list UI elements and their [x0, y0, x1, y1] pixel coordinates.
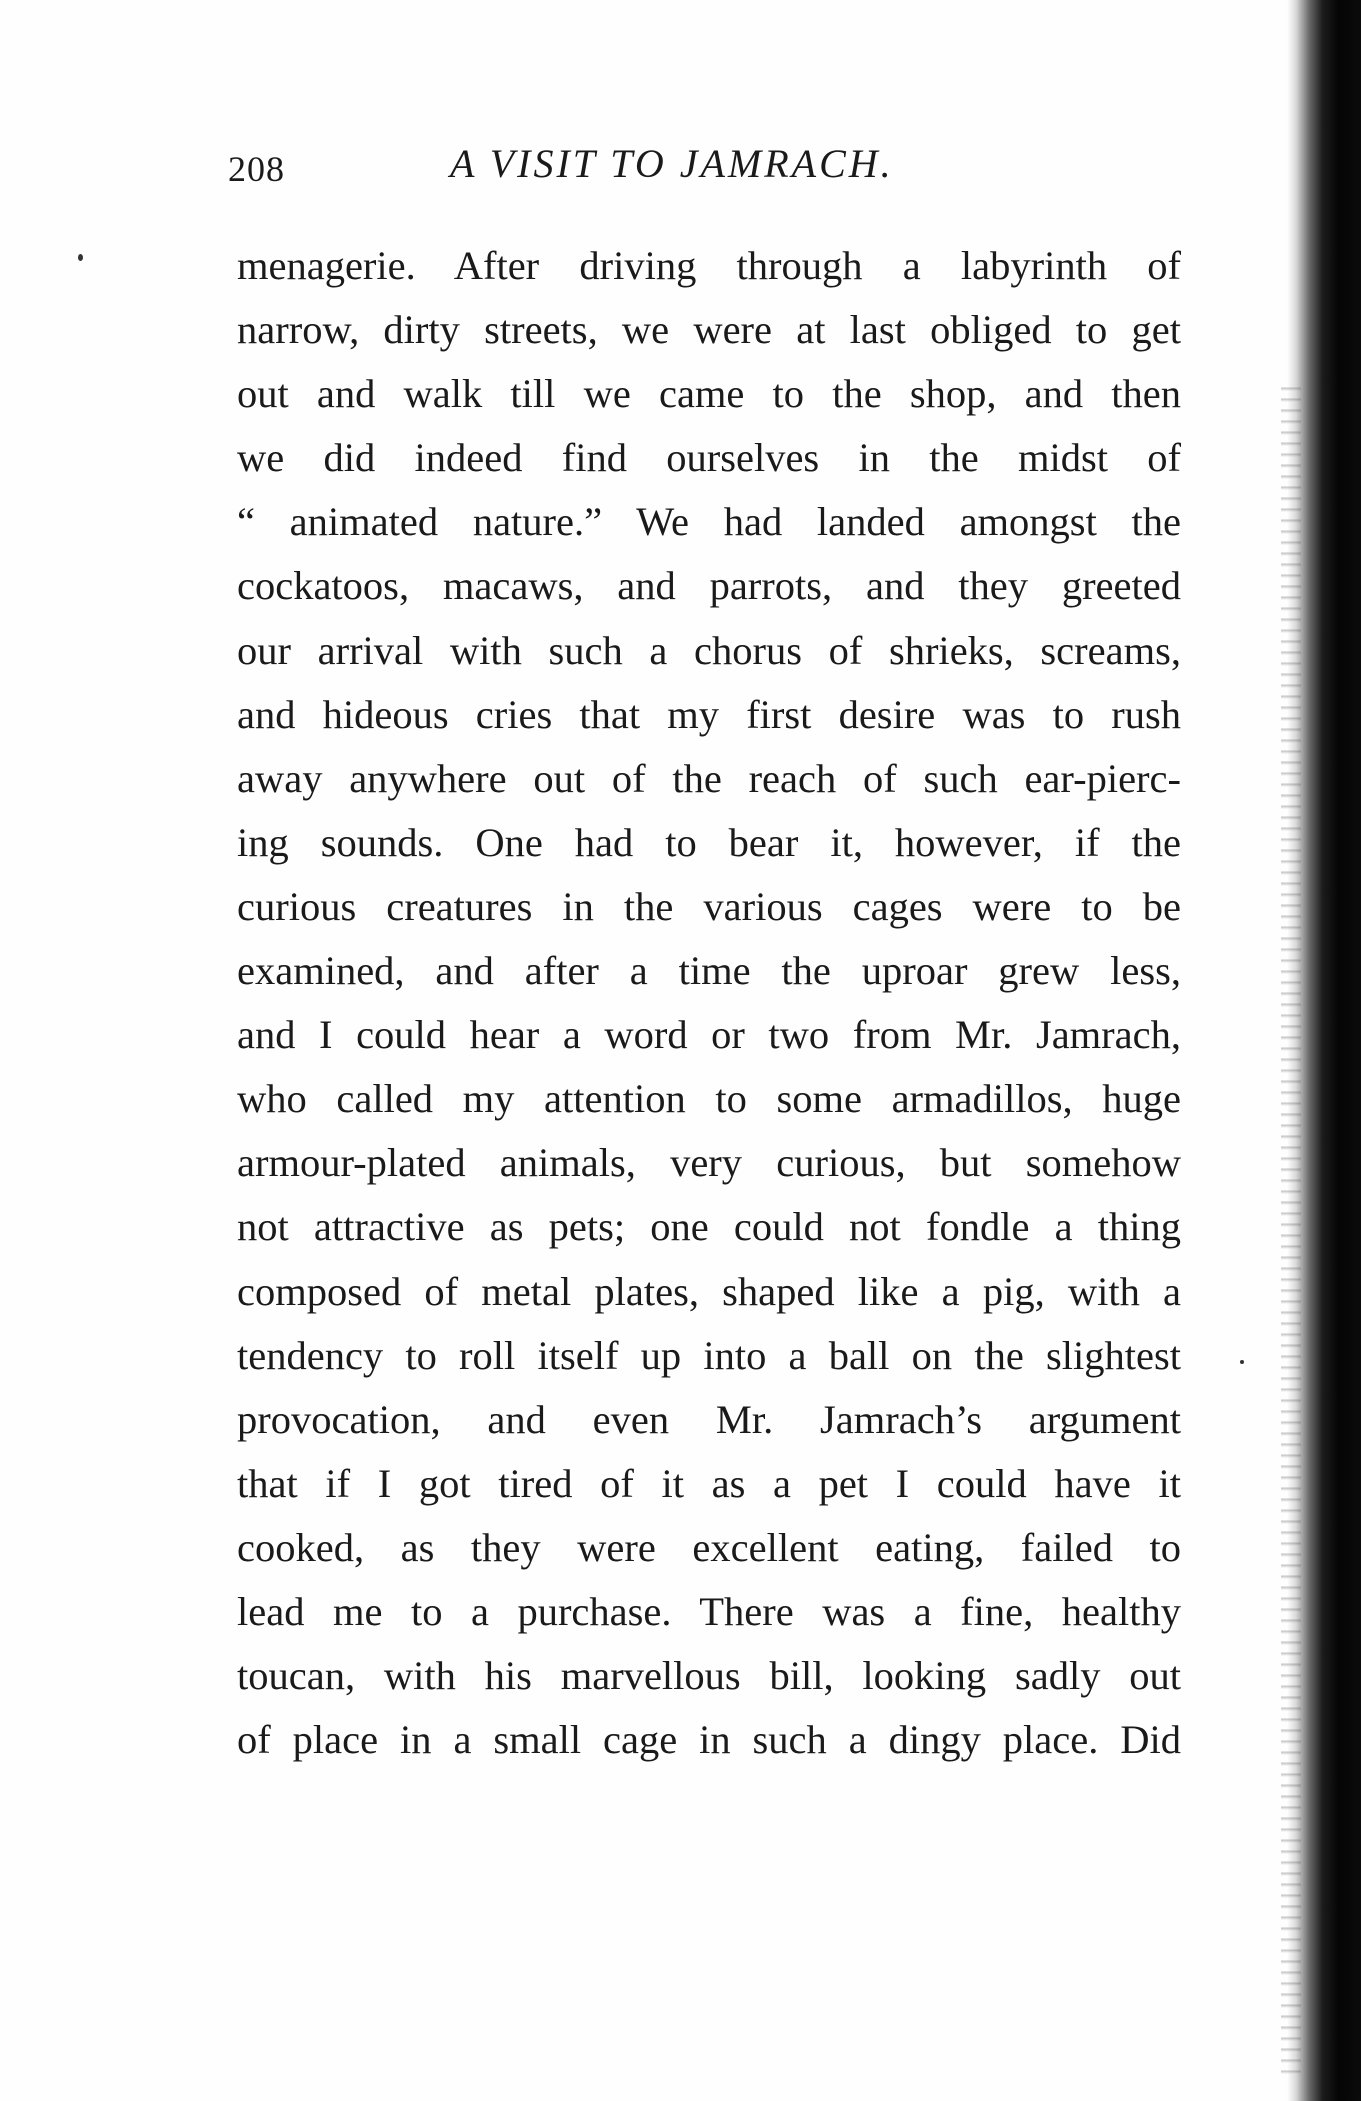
- text-line: narrow, dirty streets, we were at last obliged to get: [237, 307, 1181, 353]
- page-number: 208: [228, 149, 285, 189]
- text-line: of place in a small cage in such a dingy place. Did: [237, 1717, 1181, 1763]
- body-text: [237, 234, 1181, 1772]
- running-head: [228, 140, 1178, 200]
- binding-texture: [1281, 380, 1301, 2080]
- text-line: cockatoos, macaws, and parrots, and they greeted: [237, 563, 1181, 609]
- stray-mark: [1240, 1360, 1244, 1364]
- text-line: “ animated nature.” We had landed amongst the: [237, 499, 1181, 545]
- text-line: that if I got tired of it as a pet I could have it: [237, 1460, 1181, 1506]
- text-line: provocation, and even Mr. Jamrach’s argument: [237, 1396, 1181, 1442]
- stray-mark: [78, 254, 83, 261]
- text-line: curious creatures in the various cages were to be: [237, 883, 1181, 929]
- text-line: out and walk till we came to the shop, and then: [237, 371, 1181, 417]
- text-line: toucan, with his marvellous bill, looking sadly out: [237, 1653, 1181, 1699]
- text-line: and hideous cries that my first desire was to rush: [237, 691, 1181, 737]
- text-line: menagerie. After driving through a labyrinth of: [237, 243, 1181, 288]
- text-line: not attractive as pets; one could not fondle a thing: [237, 1204, 1181, 1250]
- text-line: we did indeed find ourselves in the midst of: [237, 435, 1181, 481]
- text-line: examined, and after a time the uproar grew less,: [237, 948, 1181, 994]
- text-line: tendency to roll itself up into a ball on the slightest: [237, 1332, 1181, 1378]
- text-line: our arrival with such a chorus of shrieks, screams,: [237, 627, 1181, 673]
- text-line: ing sounds. One had to bear it, however, if the: [237, 819, 1181, 865]
- text-line: armour-plated animals, very curious, but somehow: [237, 1140, 1181, 1186]
- text-line: who called my attention to some armadillos, huge: [237, 1076, 1181, 1122]
- text-line: lead me to a purchase. There was a fine, healthy: [237, 1588, 1181, 1634]
- text-line: away anywhere out of the reach of such ear-pierc-: [237, 755, 1181, 801]
- running-title: A VISIT TO JAMRACH.: [450, 141, 894, 186]
- text-line: cooked, as they were excellent eating, failed to: [237, 1524, 1181, 1570]
- text-line: and I could hear a word or two from Mr. Jamrach,: [237, 1012, 1181, 1058]
- text-line: composed of metal plates, shaped like a pig, with a: [237, 1268, 1181, 1314]
